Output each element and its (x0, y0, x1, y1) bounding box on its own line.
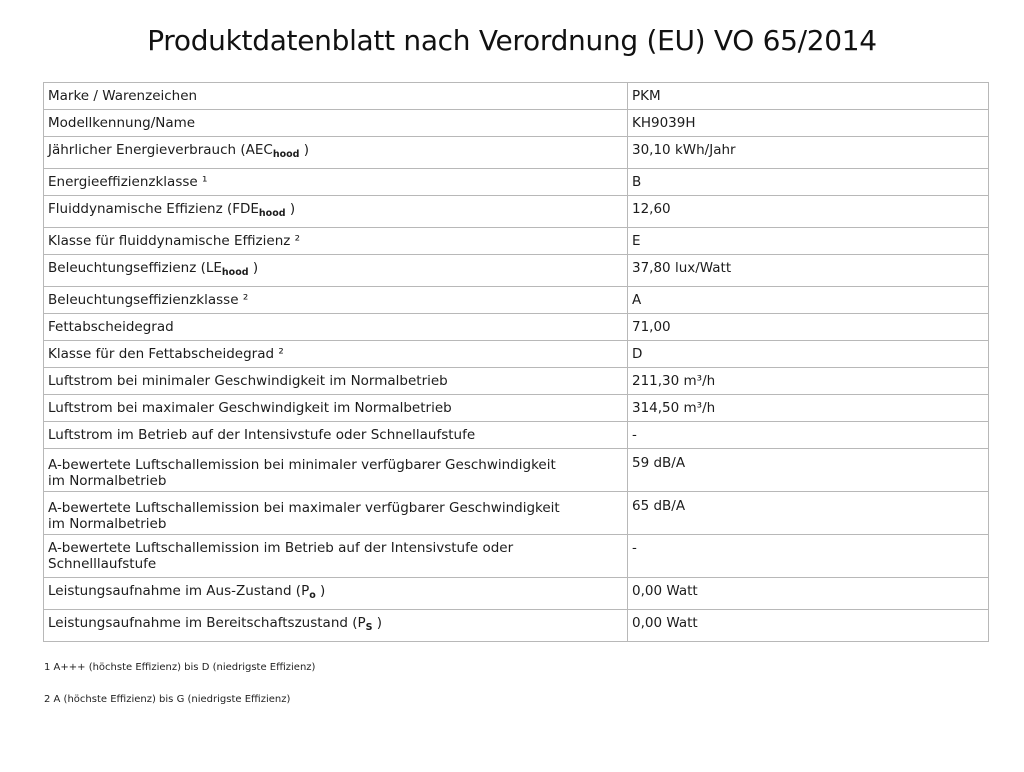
row-label (44, 368, 628, 395)
row-label-text: A-bewertete Luftschallemission bei maximaler verfügbarer Geschwindigkeit (48, 500, 560, 516)
row-label-text: A-bewertete Luftschallemission bei minimaler verfügbarer Geschwindigkeit (48, 457, 556, 473)
table-row (44, 169, 989, 196)
row-label (44, 255, 628, 287)
row-label-text: Luftstrom im Betrieb auf der Intensivstufe oder Schnellaufstufe (48, 427, 476, 443)
row-value: - (628, 422, 989, 449)
row-label-text: A-bewertete Luftschallemission im Betrieb auf der Intensivstufe oder Schnelllaufstufe (48, 540, 514, 572)
row-value: KH9039H (628, 110, 989, 137)
table-row (44, 368, 989, 395)
row-label (44, 314, 628, 341)
row-label-text: Modellkennung/Name (48, 115, 196, 131)
table-row (44, 610, 989, 642)
row-label (44, 449, 628, 492)
row-value: 314,50 m³/h (628, 395, 989, 422)
table-row (44, 255, 989, 287)
row-label (44, 83, 628, 110)
row-label-text: Energieeffizienzklasse ¹ (48, 174, 208, 190)
row-label (44, 110, 628, 137)
table-row (44, 535, 989, 578)
row-value: 30,10 kWh/Jahr (628, 137, 989, 169)
row-label-subscript: o (309, 590, 316, 601)
row-value: A (628, 287, 989, 314)
row-label (44, 228, 628, 255)
row-value: - (628, 535, 989, 578)
row-label-text: Jährlicher Energieverbrauch (AEC (48, 142, 273, 158)
row-label (44, 610, 628, 642)
row-label (44, 535, 628, 578)
row-label-subscript: S (365, 622, 373, 633)
row-label-text: Klasse für fluiddynamische Effizienz ² (48, 233, 301, 249)
row-label-suffix: ) (285, 201, 296, 217)
table-row (44, 83, 989, 110)
row-value: 59 dB/A (628, 449, 989, 492)
row-label-text: Beleuchtungseffizienzklasse ² (48, 292, 249, 308)
row-label-text: Leistungsaufnahme im Bereitschaftszustand (P (48, 615, 366, 631)
row-value: E (628, 228, 989, 255)
row-label-suffix: ) (315, 583, 326, 599)
table-row (44, 137, 989, 169)
row-label-text: Luftstrom bei maximaler Geschwindigkeit im Normalbetrieb (48, 400, 452, 416)
table-row (44, 287, 989, 314)
page-title: Produktdatenblatt nach Verordnung (EU) VO 65/2014 (147, 24, 877, 57)
row-label-suffix: ) (299, 142, 310, 158)
row-label-line2: im Normalbetrieb (48, 473, 167, 489)
row-label-suffix: ) (248, 260, 259, 276)
row-label (44, 137, 628, 169)
row-value: 12,60 (628, 196, 989, 228)
row-value: 37,80 lux/Watt (628, 255, 989, 287)
row-label (44, 341, 628, 368)
row-value: 0,00 Watt (628, 610, 989, 642)
table-row (44, 110, 989, 137)
table-row (44, 228, 989, 255)
table-row (44, 196, 989, 228)
table-row (44, 578, 989, 610)
row-label-text: Leistungsaufnahme im Aus-Zustand (P (48, 583, 310, 599)
row-value: 211,30 m³/h (628, 368, 989, 395)
row-label (44, 169, 628, 196)
row-value: 65 dB/A (628, 492, 989, 535)
row-value: 71,00 (628, 314, 989, 341)
table-row (44, 395, 989, 422)
row-label-subscript: hood (272, 149, 300, 160)
product-data-table (43, 82, 989, 642)
row-label-text: Fluiddynamische Effizienz (FDE (48, 201, 259, 217)
row-label (44, 287, 628, 314)
row-label-text: Luftstrom bei minimaler Geschwindigkeit im Normalbetrieb (48, 373, 448, 389)
row-label (44, 578, 628, 610)
row-label-suffix: ) (372, 615, 383, 631)
footnote-2: 2 A (höchste Effizienz) bis G (niedrigste Effizienz) (44, 694, 291, 705)
row-label-text: Beleuchtungseffizienz (LE (48, 260, 222, 276)
table-row (44, 492, 989, 535)
row-label-text: Marke / Warenzeichen (48, 88, 198, 104)
row-value: PKM (628, 83, 989, 110)
row-label-line2: im Normalbetrieb (48, 516, 167, 532)
row-value: 0,00 Watt (628, 578, 989, 610)
row-label (44, 492, 628, 535)
table-row (44, 449, 989, 492)
table-row (44, 341, 989, 368)
table-row (44, 422, 989, 449)
row-label-subscript: hood (258, 208, 286, 219)
row-value: D (628, 341, 989, 368)
row-label-text: Klasse für den Fettabscheidegrad ² (48, 346, 284, 362)
table-row (44, 314, 989, 341)
row-label-text: Fettabscheidegrad (48, 319, 174, 335)
row-label (44, 395, 628, 422)
row-label-subscript: hood (221, 267, 249, 278)
footnote-1: 1 A+++ (höchste Effizienz) bis D (niedrigste Effizienz) (44, 662, 316, 673)
row-label (44, 196, 628, 228)
row-label (44, 422, 628, 449)
row-value: B (628, 169, 989, 196)
